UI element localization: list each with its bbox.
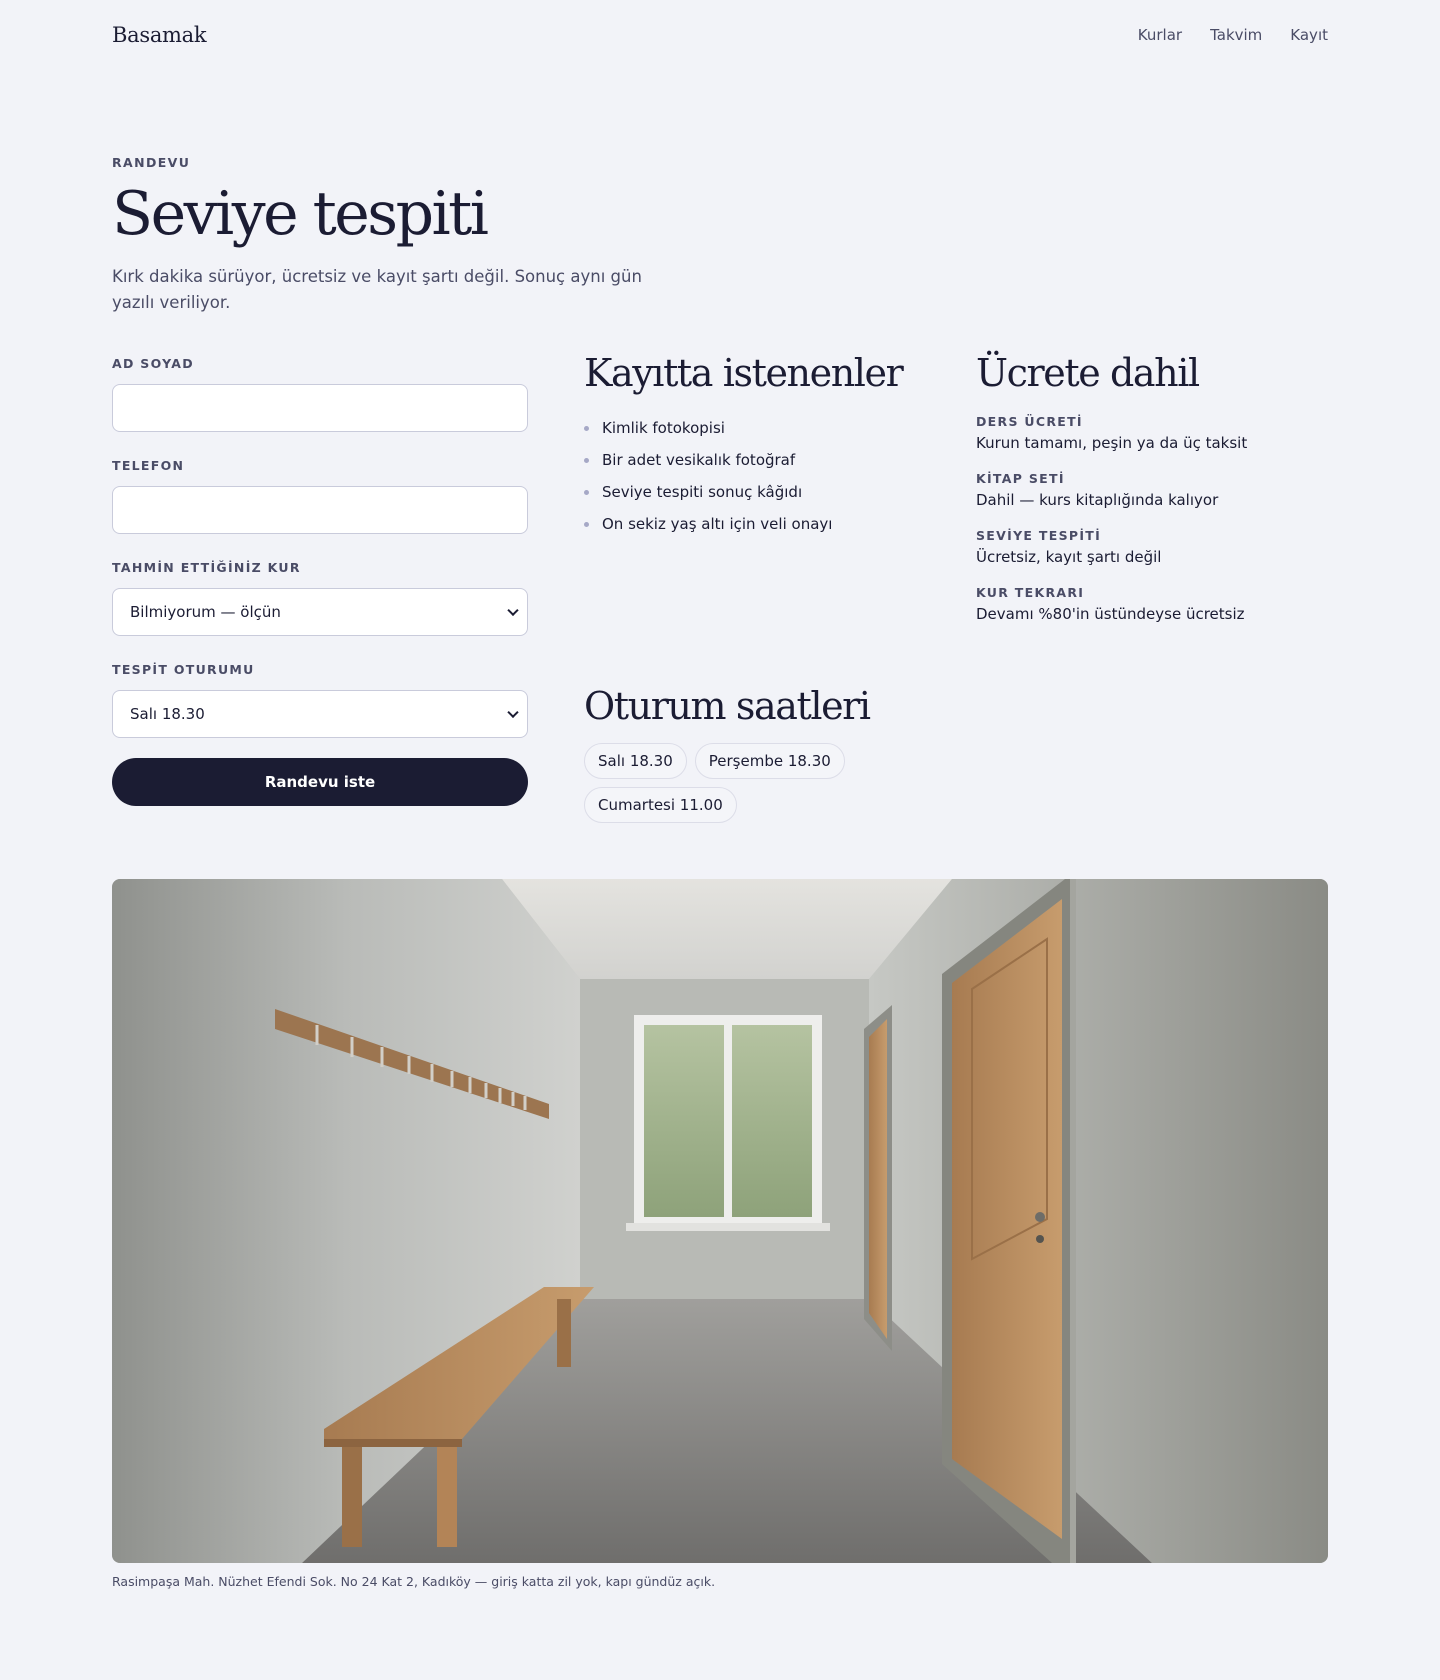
- included-list: [976, 412, 1328, 625]
- name-label: AD SOYAD: [112, 356, 194, 371]
- included-desc: Devamı %80'in üstündeyse ücretsiz: [976, 605, 1245, 623]
- hallway-photo: [112, 879, 1328, 1563]
- nav-link-takvim[interactable]: Takvim: [1210, 26, 1263, 44]
- included-term: KUR TEKRARI: [976, 585, 1085, 600]
- session-select[interactable]: [112, 690, 528, 738]
- site-header: [112, 18, 1328, 52]
- eyebrow: RANDEVU: [112, 155, 191, 170]
- included-term: KİTAP SETİ: [976, 471, 1065, 486]
- included-term: SEVİYE TESPİTİ: [976, 528, 1102, 543]
- included-term: DERS ÜCRETİ: [976, 414, 1083, 429]
- session-label: TESPİT OTURUMU: [112, 662, 255, 677]
- phone-input[interactable]: [112, 486, 528, 534]
- session-chip[interactable]: Salı 18.30: [584, 743, 687, 779]
- page-title: Seviye tespiti: [112, 179, 487, 249]
- list-item: Kimlik fotokopisi: [584, 412, 944, 444]
- session-chip[interactable]: Perşembe 18.30: [695, 743, 845, 779]
- session-select-value: Salı 18.30: [130, 705, 205, 723]
- requirements-section: [584, 350, 944, 540]
- logo[interactable]: Basamak: [112, 23, 207, 47]
- level-select[interactable]: [112, 588, 528, 636]
- list-item: Bir adet vesikalık fotoğraf: [584, 444, 944, 476]
- requirements-title: Kayıtta istenenler: [584, 351, 903, 395]
- session-chip[interactable]: Cumartesi 11.00: [584, 787, 737, 823]
- lead-text: Kırk dakika sürüyor, ücretsiz ve kayıt şartı değil. Sonuç aynı gün yazılı veriliyor.: [112, 267, 642, 312]
- list-item: Seviye tespiti sonuç kâğıdı: [584, 476, 944, 508]
- level-label: TAHMİN ETTİĞİNİZ KUR: [112, 560, 301, 575]
- submit-button[interactable]: Randevu iste: [112, 758, 528, 806]
- appointment-form: [112, 356, 528, 806]
- included-desc: Dahil — kurs kitaplığında kalıyor: [976, 491, 1219, 509]
- name-input[interactable]: [112, 384, 528, 432]
- level-select-value: Bilmiyorum — ölçün: [130, 603, 281, 621]
- nav-link-kurlar[interactable]: Kurlar: [1137, 26, 1183, 44]
- sessions-section: [584, 683, 904, 823]
- included-section: [976, 350, 1328, 640]
- chevron-down-icon: [507, 707, 518, 718]
- requirements-list: [584, 412, 944, 540]
- session-chips: [584, 743, 904, 823]
- chevron-down-icon: [507, 605, 518, 616]
- included-desc: Kurun tamamı, peşin ya da üç taksit: [976, 434, 1248, 452]
- included-desc: Ücretsiz, kayıt şartı değil: [976, 548, 1162, 566]
- photo-caption: Rasimpaşa Mah. Nüzhet Efendi Sok. No 24 Kat 2, Kadıköy — giriş katta zil yok, kapı gündüz açık.: [112, 1574, 716, 1589]
- included-title: Ücrete dahil: [976, 351, 1199, 395]
- nav-link-kayit[interactable]: Kayıt: [1290, 26, 1328, 44]
- sessions-title: Oturum saatleri: [584, 684, 870, 728]
- list-item: On sekiz yaş altı için veli onayı: [584, 508, 944, 540]
- main-nav: [1138, 26, 1328, 44]
- phone-label: TELEFON: [112, 458, 185, 473]
- hallway-illustration: [112, 879, 1328, 1563]
